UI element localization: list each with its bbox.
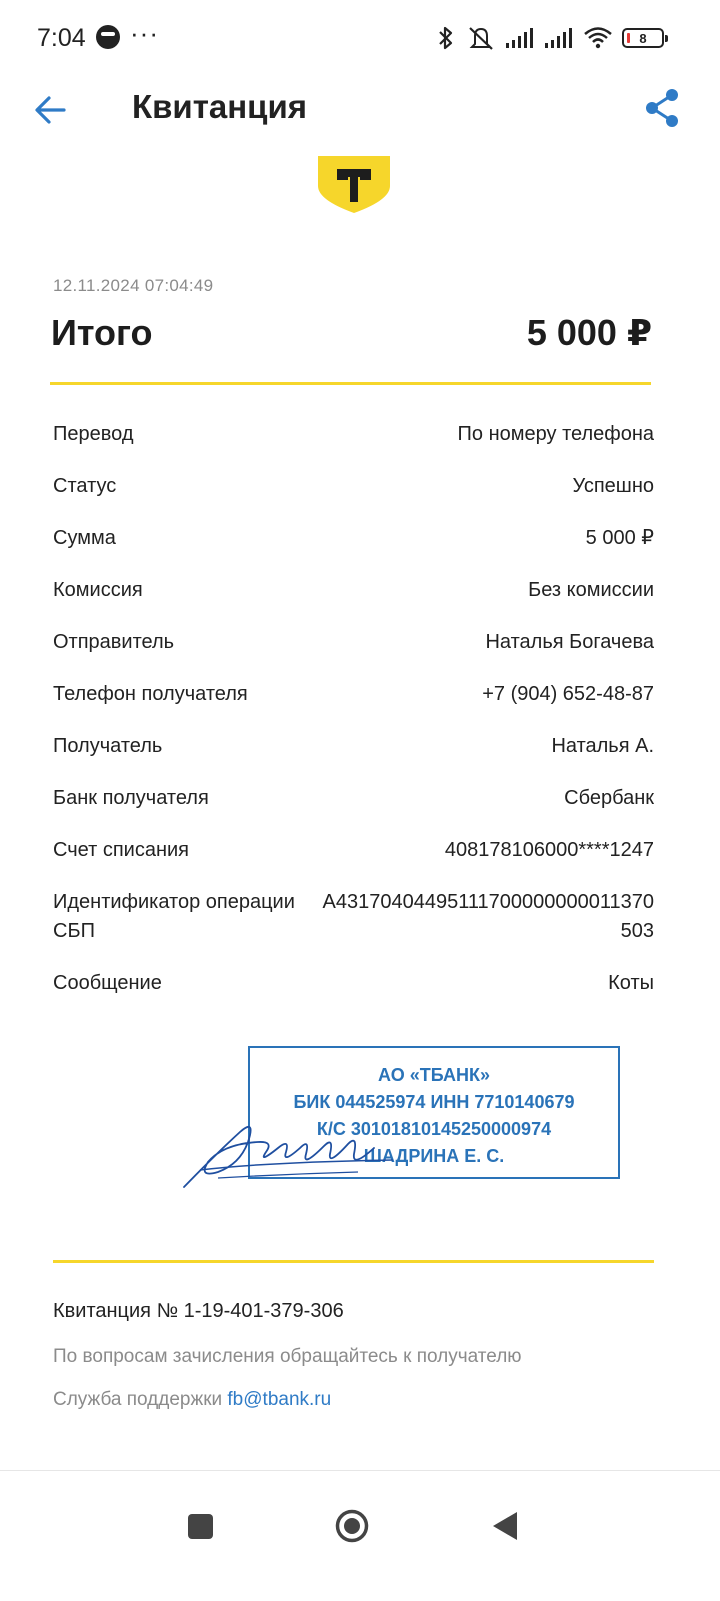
detail-label: Статус bbox=[53, 475, 117, 497]
bank-logo bbox=[317, 156, 391, 214]
detail-label: Получатель bbox=[53, 735, 163, 757]
detail-value: Сбербанк bbox=[564, 787, 654, 809]
wifi-icon bbox=[583, 26, 613, 50]
detail-label: Банк получателя bbox=[53, 787, 209, 809]
divider bbox=[53, 1260, 654, 1263]
detail-value: +7 (904) 652-48-87 bbox=[482, 683, 654, 705]
support-label: Служба поддержки bbox=[53, 1389, 228, 1410]
detail-row bbox=[53, 576, 654, 605]
detail-label: Перевод bbox=[53, 423, 134, 445]
detail-value: Успешно bbox=[572, 475, 654, 497]
signal-icon bbox=[505, 27, 535, 49]
back-icon[interactable] bbox=[492, 1511, 518, 1541]
share-icon[interactable] bbox=[642, 86, 682, 130]
support-line bbox=[53, 1389, 331, 1411]
detail-row bbox=[53, 472, 654, 501]
recents-icon[interactable] bbox=[188, 1514, 213, 1539]
signature bbox=[178, 1092, 408, 1197]
detail-row bbox=[53, 969, 654, 998]
face-icon bbox=[96, 25, 120, 49]
detail-value: 5 000 ₽ bbox=[585, 527, 654, 549]
detail-label: Комиссия bbox=[53, 579, 143, 601]
detail-value: По номеру телефона bbox=[457, 423, 654, 445]
detail-row bbox=[53, 680, 654, 709]
more-notifications-indicator: ··· bbox=[130, 18, 159, 48]
stamp-line: ШАДРИНА Е. С. bbox=[363, 1146, 505, 1166]
total-label: Итого bbox=[51, 312, 153, 353]
detail-value: Без комиссии bbox=[528, 579, 654, 601]
receipt-details bbox=[53, 420, 654, 1021]
detail-row bbox=[53, 732, 654, 761]
detail-label: Отправитель bbox=[53, 631, 175, 653]
detail-value: 408178106000****1247 bbox=[444, 839, 654, 861]
status-bar bbox=[0, 0, 720, 76]
receipt-datetime: 12.11.2024 07:04:49 bbox=[53, 276, 214, 295]
detail-row bbox=[53, 420, 654, 449]
detail-value: A43170404495111700000000011370503 bbox=[322, 891, 654, 942]
signal-icon bbox=[544, 27, 574, 49]
detail-label: Телефон получателя bbox=[53, 683, 248, 705]
status-time: 7:04 bbox=[37, 24, 86, 52]
mute-icon bbox=[466, 24, 496, 52]
detail-label: Сумма bbox=[53, 527, 116, 549]
home-icon[interactable] bbox=[335, 1509, 369, 1543]
arrow-left-icon[interactable] bbox=[30, 90, 74, 130]
total-amount: 5 000 ₽ bbox=[526, 312, 652, 353]
stamp-line: БИК 044525974 ИНН 7710140679 bbox=[293, 1092, 575, 1112]
detail-row bbox=[53, 784, 654, 813]
battery-icon bbox=[622, 28, 664, 48]
detail-row bbox=[53, 888, 654, 946]
stamp-line: К/С 30101810145250000974 bbox=[316, 1119, 552, 1139]
bank-stamp-area bbox=[178, 1042, 628, 1197]
app-header bbox=[0, 76, 720, 156]
receipt-note: По вопросам зачисления обращайтесь к получателю bbox=[53, 1346, 522, 1367]
page-title: Квитанция bbox=[132, 88, 307, 125]
detail-label: Идентификатор операции СБП bbox=[53, 891, 295, 942]
receipt-number: Квитанция № 1-19-401-379-306 bbox=[53, 1300, 344, 1322]
detail-row bbox=[53, 836, 654, 865]
detail-value: Наталья А. bbox=[551, 735, 654, 757]
detail-value: Коты bbox=[608, 972, 654, 994]
battery-level: 8 bbox=[639, 30, 647, 46]
stamp-line: АО «ТБАНК» bbox=[377, 1065, 491, 1085]
divider bbox=[50, 382, 651, 385]
bluetooth-icon bbox=[435, 25, 457, 51]
detail-row bbox=[53, 628, 654, 657]
detail-label: Счет списания bbox=[53, 839, 189, 861]
system-nav-bar bbox=[0, 1470, 720, 1601]
detail-label: Сообщение bbox=[53, 972, 162, 994]
detail-value: Наталья Богачева bbox=[485, 631, 654, 653]
detail-row bbox=[53, 524, 654, 553]
support-email-link[interactable]: fb@tbank.ru bbox=[227, 1389, 332, 1410]
